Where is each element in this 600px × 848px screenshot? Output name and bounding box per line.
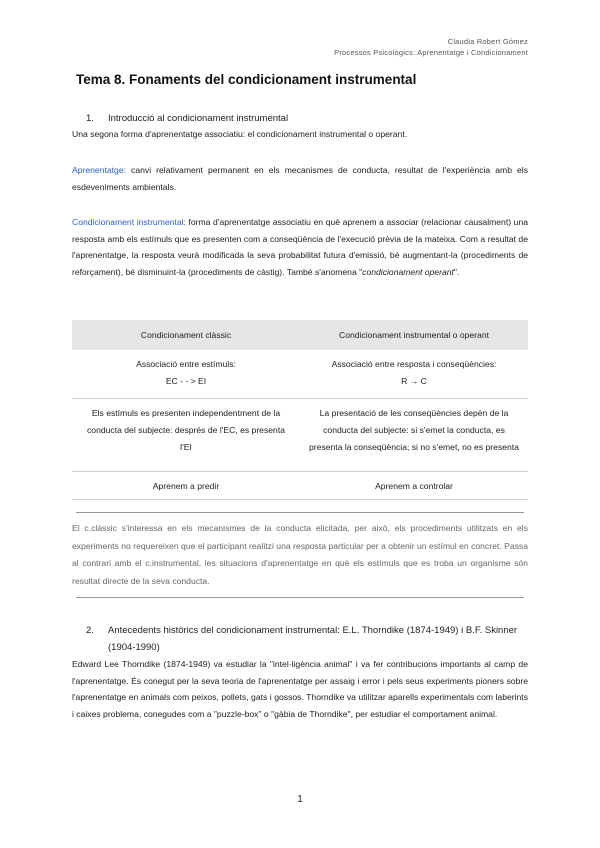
definition-condicionament-instrumental bbox=[72, 214, 528, 280]
table-row bbox=[72, 399, 528, 472]
cell-line: Associació entre estímuls: bbox=[136, 359, 236, 369]
cell-line: R → C bbox=[401, 376, 427, 386]
section-1-heading-text: Introducció al condicionament instrumental bbox=[108, 113, 289, 124]
table-row bbox=[72, 472, 528, 500]
divider bbox=[76, 597, 524, 598]
page-number: 1 bbox=[297, 794, 303, 805]
section-2-number: 2. bbox=[86, 625, 94, 636]
document-title: Tema 8. Fonaments del condicionament instrumental bbox=[76, 72, 417, 87]
definition-text: forma d'aprenentatge associatiu en què aprenem a associar (relacionar causalment) una resposta amb els estímuls que es presenten com a conseqüència de l'execució prèvia de la mateixa. Com a resultat de l'aprenentatge, la resposta veurà modificada la seva probabilitat futura d'emissió, bé augmentant-la (procediments de reforçament), bé disminuint-la (procediments de càstig). També s'anomena " bbox=[72, 217, 529, 277]
table-cell: La presentació de les conseqüències depèn de la conducta del subjecte: si s'emet la conducta, es presenta la conseqüència; si no s'emet, no es presenta bbox=[300, 399, 528, 472]
definition-term: Aprenentatge: bbox=[72, 165, 126, 175]
table-cell: Aprenem a predir bbox=[72, 472, 300, 500]
definition-text: canvi relativament permanent en els mecanismes de conducta, resultat de l'experiència amb els esdeveniments ambientals. bbox=[72, 165, 528, 192]
table-row bbox=[72, 350, 528, 399]
divider bbox=[76, 512, 524, 513]
section-2-heading-text: Antecedents històrics del condicionament instrumental: E.L. Thorndike (1874-1949) i B.F. Skinner (1904-1990) bbox=[108, 625, 518, 653]
definition-term: Condicionament instrumental: bbox=[72, 217, 186, 227]
section-1-number: 1. bbox=[86, 113, 94, 124]
comparison-table bbox=[72, 320, 528, 500]
table-header-instrumental: Condicionament instrumental o operant bbox=[300, 320, 528, 350]
table-cell bbox=[72, 350, 300, 399]
definition-italic: condicionament operant bbox=[362, 266, 454, 277]
cell-line: EC - - > EI bbox=[165, 376, 207, 386]
section-2-heading bbox=[86, 622, 528, 656]
table-cell: Els estímuls es presenten independentment de la conducta del subjecte: després de l'EC, es presenta l'EI bbox=[72, 399, 300, 472]
header-author: Claudia Robert Gómez bbox=[447, 37, 528, 46]
section-1-intro: Una segona forma d'aprenentatge associatiu: el condicionament instrumental o operant. bbox=[72, 129, 408, 139]
definition-end: ". bbox=[453, 266, 460, 277]
note-paragraph: El c.clàssic s'interessa en els mecanismes de la conducta elicitada, per això, els procediments utilitzats en els experiments no requereixen que el participant realitzi una resposta particular per a obtenir un estímul en concret. Passa al contrari amb el c.instrumental, les situacions d'aprenentatge en què els estímuls que es troba un organisme són resultat directe de la seva conducta. bbox=[72, 523, 528, 586]
table-cell bbox=[300, 350, 528, 399]
table-header-classic: Condicionament clàssic bbox=[72, 320, 300, 350]
table-cell: Aprenem a controlar bbox=[300, 472, 528, 500]
cell-line: Associació entre resposta i conseqüències: bbox=[331, 359, 497, 369]
section-1-heading bbox=[86, 113, 288, 124]
definition-aprenentatge bbox=[72, 162, 528, 195]
header-course: Processos Psicològics: Aprenentatge i Condicionament bbox=[334, 48, 528, 57]
section-2-body: Edward Lee Thorndike (1874-1949) va estudiar la "intel·ligència animal" i va fer contribucions importants al camp de l'aprenentatge. És conegut per la seva teoria de l'aprenentatge per assaig i error i pels seus experiments pioners sobre l'aprenentatge en animals com peixos, pollets, gats i gossos. Thorndike va utilitzar aparells experimentals com laberints i caixes problema, conegudes com a "puzzle-box" o "gàbia de Thorndike", per estudiar el comportament animal. bbox=[72, 659, 528, 719]
